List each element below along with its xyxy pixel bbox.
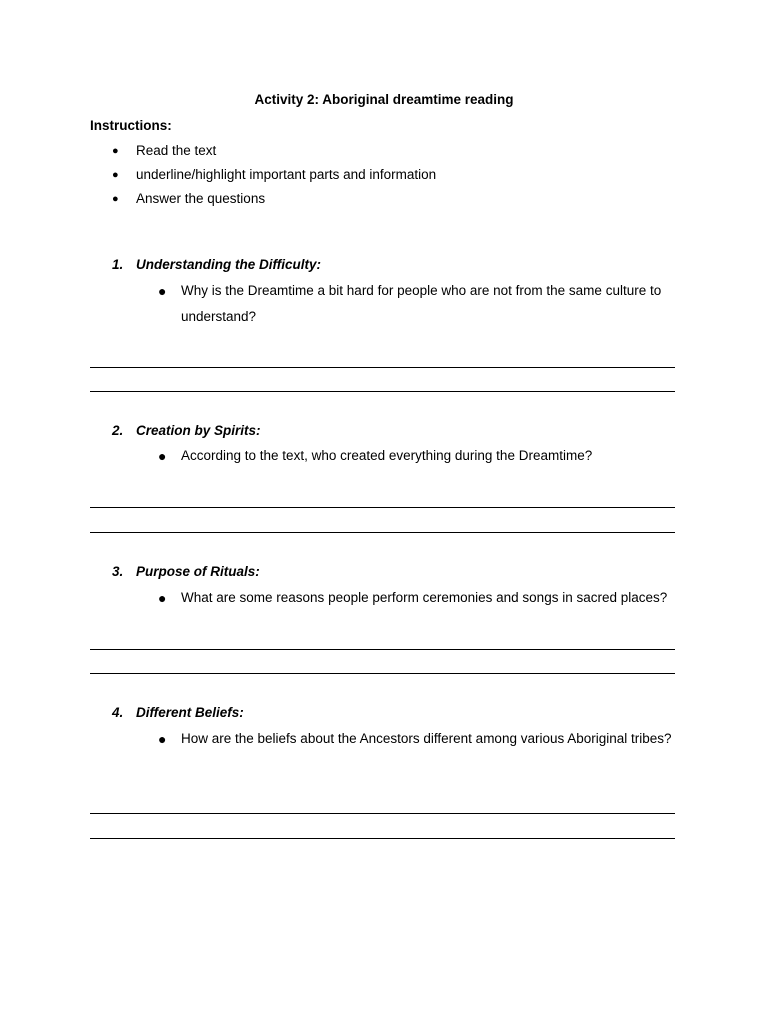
answer-line[interactable] [90, 813, 675, 814]
question-number: 2. [112, 423, 124, 438]
question-number: 1. [112, 257, 124, 272]
bullet-icon: ● [112, 193, 119, 205]
question-prompt [158, 585, 678, 611]
instructions-heading: Instructions: [90, 118, 172, 133]
question-text: What are some reasons people perform ceremonies and songs in sacred places? [181, 590, 668, 605]
answer-line[interactable] [90, 649, 675, 650]
question-text: According to the text, who created everything during the Dreamtime? [181, 448, 593, 463]
answer-line[interactable] [90, 673, 675, 674]
page-title: Activity 2: Aboriginal dreamtime reading [254, 92, 514, 107]
bullet-icon: ● [158, 590, 167, 606]
question-text: How are the beliefs about the Ancestors different among various Aboriginal tribes? [181, 731, 672, 746]
bullet-icon: ● [112, 145, 119, 157]
question-prompt [158, 278, 678, 330]
question-prompt [158, 726, 678, 752]
question-title: Different Beliefs: [136, 705, 244, 720]
bullet-icon: ● [112, 169, 119, 181]
bullet-icon: ● [158, 731, 167, 747]
instruction-item [112, 143, 216, 158]
answer-line[interactable] [90, 367, 675, 368]
question-number: 4. [112, 705, 124, 720]
instruction-item [112, 191, 265, 206]
question-title: Understanding the Difficulty: [136, 257, 322, 272]
question-heading [112, 423, 261, 438]
question-heading [112, 257, 321, 272]
instruction-text: Read the text [136, 143, 217, 158]
instruction-text: underline/highlight important parts and information [136, 167, 437, 182]
question-text: Why is the Dreamtime a bit hard for people who are not from the same culture to understand? [181, 283, 662, 324]
answer-line[interactable] [90, 532, 675, 533]
question-title: Purpose of Rituals: [136, 564, 260, 579]
instruction-item [112, 167, 436, 182]
bullet-icon: ● [158, 448, 167, 464]
answer-line[interactable] [90, 838, 675, 839]
answer-line[interactable] [90, 507, 675, 508]
question-heading [112, 564, 260, 579]
question-prompt [158, 443, 678, 469]
instruction-text: Answer the questions [136, 191, 266, 206]
answer-line[interactable] [90, 391, 675, 392]
bullet-icon: ● [158, 283, 167, 299]
question-title: Creation by Spirits: [136, 423, 261, 438]
question-number: 3. [112, 564, 124, 579]
question-heading [112, 705, 244, 720]
